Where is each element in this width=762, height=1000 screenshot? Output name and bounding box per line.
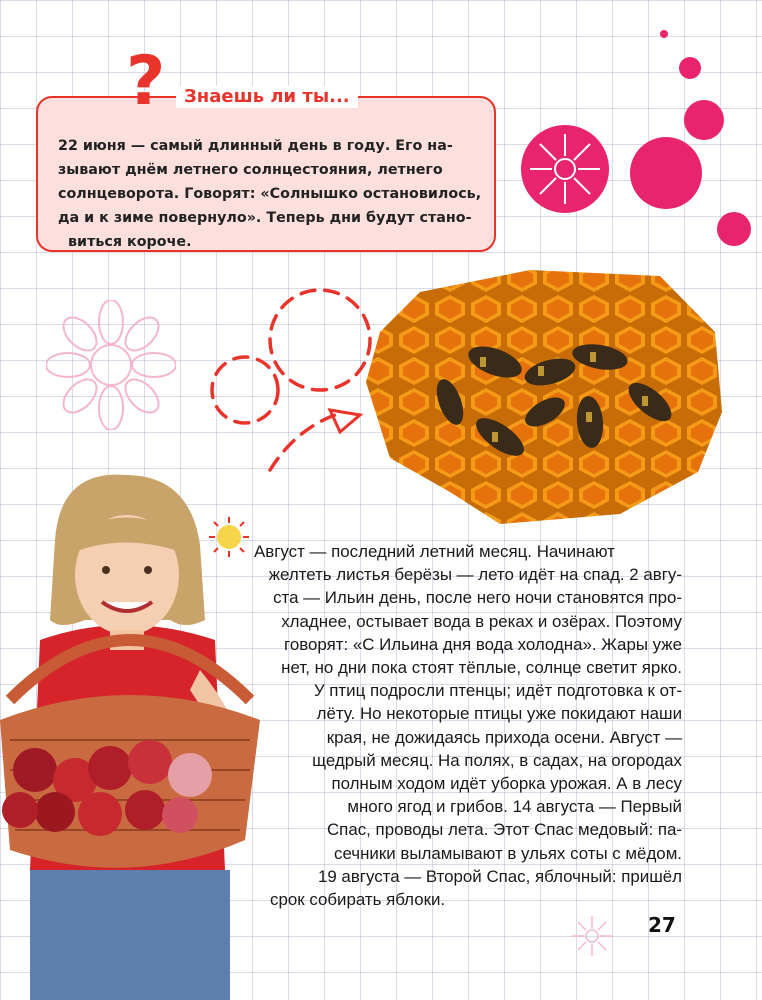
- text-line: 19 августа — Второй Спас, яблочный: пришёл: [317, 866, 682, 886]
- callout-title: Знаешь ли ты...: [176, 86, 358, 108]
- text-line: срок собирать яблоки.: [270, 890, 446, 910]
- text-line: Спас, проводы лета. Этот Спас медовый: па-: [326, 820, 682, 840]
- text-line: сечники выламывают в ульях соты с мёдом.: [334, 843, 682, 863]
- flower-icon: [520, 124, 610, 214]
- text-line: много ягод и грибов. 14 августа — Первый: [347, 797, 682, 817]
- page-number: 27: [648, 913, 676, 937]
- small-flower-icon: [570, 914, 614, 958]
- callout-line: зывают днём летнего солнцестояния, летнего: [58, 162, 443, 178]
- text-line: края, не дожидаясь прихода осени. Август —: [326, 727, 682, 747]
- question-icon: ?: [126, 42, 166, 121]
- text-line: ста — Ильин день, после него ночи становятся про-: [273, 588, 682, 608]
- text-line: хладнее, остывает вода в реках и озёрах. Поэтому: [281, 611, 682, 631]
- honeycomb-image: [360, 262, 730, 530]
- outline-flower-icon: [46, 300, 176, 430]
- main-paragraph: [212, 540, 682, 911]
- text-line: Август — последний летний месяц. Начинают: [254, 542, 615, 561]
- text-line: щедрый месяц. На полях, в садах, на огородах: [312, 750, 682, 770]
- text-line: полным ходом идёт уборка урожая. А в лесу: [331, 774, 682, 794]
- callout-line: солнцеворота. Говорят: «Солнышко остановилось,: [58, 186, 482, 202]
- text-line: лёту. Но некоторые птицы уже покидают наши: [316, 704, 682, 724]
- callout-text: [58, 134, 482, 254]
- callout-line: да и к зиме повернуло». Теперь дни будут стано-: [58, 210, 472, 226]
- callout-line: 22 июня — самый длинный день в году. Его на-: [58, 138, 453, 154]
- callout-line: виться короче.: [68, 234, 192, 250]
- text-line: У птиц подросли птенцы; идёт подготовка к от-: [313, 681, 682, 701]
- text-line: нет, но дни пока стоят тёплые, солнце светит ярко.: [281, 658, 682, 678]
- text-line: говорят: «С Ильина дня вода холодна». Жары уже: [284, 634, 682, 654]
- text-line: желтеть листья берёзы — лето идёт на спад. 2 авгу-: [268, 565, 682, 585]
